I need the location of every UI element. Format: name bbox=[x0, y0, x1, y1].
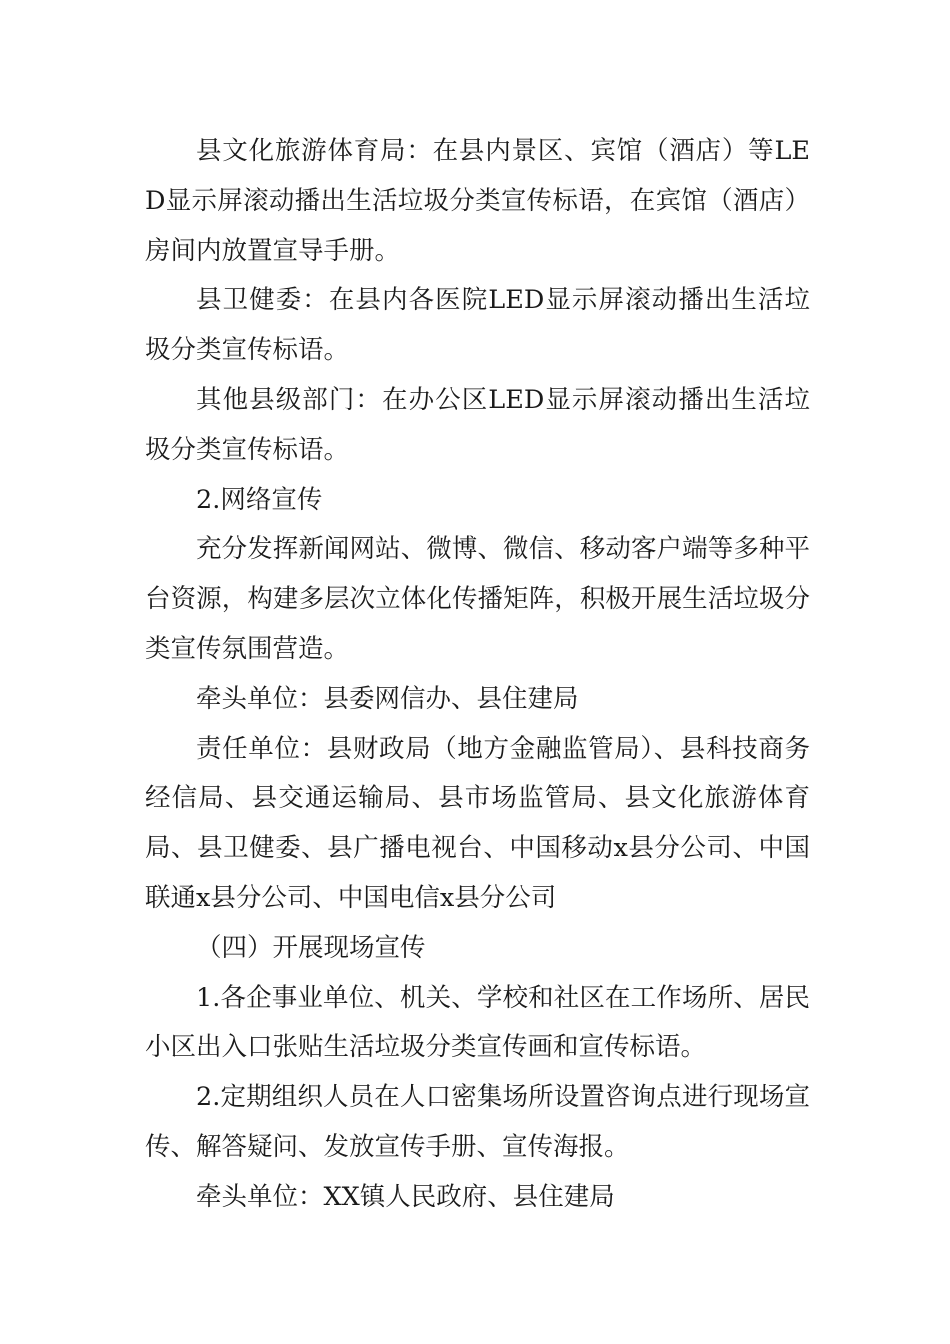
paragraph-health-commission: 县卫健委：在县内各医院LED显示屏滚动播出生活垃圾分类宣传标语。 bbox=[145, 285, 810, 366]
paragraph-onsite-item-2: 2.定期组织人员在人口密集场所设置咨询点进行现场宣传、解答疑问、发放宣传手册、宣传海报。 bbox=[145, 1082, 810, 1162]
paragraph-lead-units-network: 牵头单位：县委网信办、县住建局 bbox=[196, 683, 579, 714]
paragraph-network-platforms: 充分发挥新闻网站、微博、微信、移动客户端等多种平台资源，构建多层次立体化传播矩阵，积极开展生活垃圾分类宣传氛围营造。 bbox=[145, 534, 810, 664]
paragraph-culture-tourism: 县文化旅游体育局：在县内景区、宾馆（酒店）等LED显示屏滚动播出生活垃圾分类宣传标语，在宾馆（酒店）房间内放置宣导手册。 bbox=[145, 136, 810, 266]
document-body bbox=[145, 127, 810, 1223]
paragraph-onsite-item-1: 1.各企事业单位、机关、学校和社区在工作场所、居民小区出入口张贴生活垃圾分类宣传画和宣传标语。 bbox=[145, 982, 810, 1063]
heading-onsite-publicity: （四）开展现场宣传 bbox=[196, 932, 426, 963]
paragraph-other-departments: 其他县级部门：在办公区LED显示屏滚动播出生活垃圾分类宣传标语。 bbox=[145, 384, 810, 465]
heading-network-publicity: 2.网络宣传 bbox=[196, 484, 323, 515]
paragraph-lead-units-onsite: 牵头单位：XX镇人民政府、县住建局 bbox=[196, 1181, 615, 1212]
paragraph-responsible-units: 责任单位：县财政局（地方金融监管局）、县科技商务经信局、县交通运输局、县市场监管局、县文化旅游体育局、县卫健委、县广播电视台、中国移动x县分公司、中国联通x县分公司、中国电信x县分公司 bbox=[145, 733, 810, 913]
